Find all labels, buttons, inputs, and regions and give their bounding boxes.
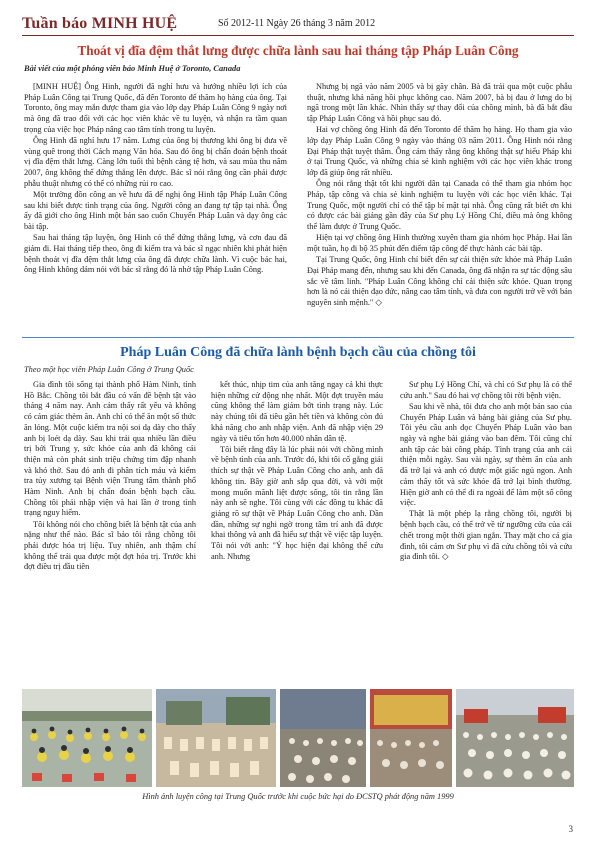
article2-column-1	[24, 380, 196, 574]
paragraph: Sư phụ Lý Hồng Chí, và chỉ có Sư phụ là có thể cứu anh." Sau đó hai vợ chồng tôi rời bệnh viện.	[400, 380, 572, 400]
photo-strip	[22, 689, 574, 787]
photo-caption: Hình ảnh luyện công tại Trung Quốc trước khi cuộc bức hại do ĐCSTQ phát động năm 1999	[142, 792, 454, 801]
practice-photo-5	[456, 689, 574, 787]
paragraph: [MINH HUỆ] Ông Hinh, người đã nghỉ hưu và hướng nhiều lợi ích của Pháp Luân Công tại Trung Quốc, đã đến Toronto để thăm họ hàng của ông. Tại Toronto, ông may mắn được tham gia vào lớp dạy Pháp Luân Công 9 ngày nơi mà ông đã trao đổi với các học viên khác về tu luyện, và nhận ra tầm quan trọng của việc học Pháp nâng cao tâm tính trong tu luyện.	[24, 82, 287, 134]
issue-info: Số 2012-11 Ngày 26 tháng 3 năm 2012	[218, 18, 376, 29]
masthead	[22, 14, 574, 36]
paragraph: Sau hai tháng tập luyện, ông Hinh có thể đứng thẳng lưng, và cơn đau đã giảm đi. Hai tháng tiếp theo, ông đi kiểm tra và bác sĩ ngạc nhiên khi phát hiện bệnh thoát vị đĩa đệm thắt lưng của ông đã được chữa lành. Vì cuộc bác hai, ông Hinh không dám nói với bác sĩ rằng đó là nhờ tập Pháp Luân Công.	[24, 233, 287, 275]
masthead-title: Tuần báo MINH HUỆ	[22, 15, 178, 32]
practice-photo-4	[370, 689, 452, 787]
article1-byline: Bài viết của một phóng viên báo Minh Huệ ở Toronto, Canada	[24, 64, 241, 73]
practice-photo-1	[22, 689, 152, 787]
paragraph: Ông Hinh đã nghỉ hưu 17 năm. Lưng của ông bị thương khi ông bị đưa về vùng quê trong thời Cách mạng Văn hóa. Sau đó ông bị chẩn đoán bệnh thoát vị đĩa đệm thắt lưng. Càng lớn tuổi thì bệnh càng tệ hơn, và sau mùa thu năm 2007, ông không thể đứng thẳng lên được. Bác sĩ nói rằng ông cần phải được phẫu thuật nhưng có thể có những rủi ro cao.	[24, 136, 287, 188]
paragraph: Gia đình tôi sống tại thành phố Hàm Ninh, tỉnh Hồ Bắc. Chồng tôi bắt đầu có vấn đề bệnh tật vào tháng 4 năm nay. Anh cảm thấy rất yếu và không có cảm giác thèm ăn. Anh chỉ có thể ăn một số thức ăn lỏng. Một cuộc kiểm tra nội soi dạ dày cho thấy anh bị loét dạ dày. Sau khi trải qua nhiều lần điều trị bởi Trung y, sức khỏe của anh đã không cải thiện mà còn phát sinh triệu chứng tim đập nhanh và khó thở. Sau đó anh đi phân tích máu và kiểm tra tủy xương tại Bệnh viện Trung tâm thành phố Hàm Ninh. Anh bị chẩn đoán bệnh bạch cầu. Chồng tôi phải nhập viện và hai lần ở trong tình trạng nguy hiểm.	[24, 380, 196, 518]
paragraph: Tại Trung Quốc, ông Hinh chỉ biết đến sự cải thiện sức khỏe mà Pháp Luân Đại Pháp mang đến, nhưng sau khi đến Canada, ông đã nhận ra sự tác động sâu sắc về tâm linh. "Pháp Luân Công không chỉ cải thiện sức khỏe. Quan trọng hơn là nó cải thiện đạo đức, nâng cao tâm tính, và đưa con người trở về với bản nguyên sinh mệnh." ◇	[307, 255, 572, 308]
paragraph: Một trường đồn công an về hưu đã để nghị ông Hinh tập Pháp Luân Công sau khi biết được tình trạng của ông. Người công an đang tự tập tại nhà. Ông ấy đã giới cho ông Hinh một bản sao cuốn Chuyển Pháp Luân và dạy ông các bài tập.	[24, 190, 287, 232]
paragraph: Hiện tại vợ chồng ông Hinh thường xuyên tham gia nhóm học Pháp. Hai lần một tuần, họ đi bộ 35 phút đến điểm tập công để thực hành các bài tập.	[307, 233, 572, 254]
article2-column-3	[400, 380, 572, 563]
paragraph: Tôi biết rằng đây là lúc phải nói với chồng mình về bệnh tình của anh. Trước đó, khi tôi cố gắng giải thích sự thật về Pháp Luân Công cho anh, anh đã không tin. Bây giờ anh sắp qua đời, và với một mong muốn mãnh liệt được sống, tôi tin rằng lần này anh sẽ nghe. Tôi cùng với các đồng tu khác đã giảng rõ sự thật về Pháp Luân Công cho anh. Dần dần, những sự nghi ngờ trong tâm trí anh đã được khai thông và anh đã hiểu sự thật về việc tập luyện. Tôi nói với anh: "Ý học hiện đại không thể cứu anh. Nhưng	[211, 444, 383, 561]
paragraph: kết thúc, nhịp tim của anh tăng ngay cả khi thực hiện những cử động nhẹ nhất. Một đợt truyền máu cũng không thể làm giảm bớt tình trạng này. Lúc này chúng tôi đã tiêu gần hết tiền và không còn đủ khả năng cho anh nhập viện. Anh đã nhập viện 29 ngày và tiêu tốn hơn 40.000 nhân dân tệ.	[211, 380, 383, 443]
paragraph: Nhưng bị ngã vào năm 2005 và bị gãy chân. Bà đã trải qua một cuộc phẫu thuật, nhưng khả năng hồi phục không cao. Năm 2007, bà bị đau ở lưng do bị ngã trong một lần khác. Nhìn thấy sự thay đổi của chồng mình, bà đã bắt đầu tập Pháp Luân Công và hồi phục sau đó.	[307, 82, 572, 124]
article2-byline: Theo một học viên Pháp Luân Công ở Trung Quốc	[24, 365, 194, 374]
article1-title: Thoát vị đĩa đệm thắt lưng được chữa lành sau hai tháng tập Pháp Luân Công	[77, 43, 519, 58]
practice-photo-3	[280, 689, 366, 787]
article2-column-2	[211, 380, 383, 563]
paragraph: Sau khi về nhà, tôi đưa cho anh một bản sao của Chuyển Pháp Luân và bảng bài giảng của Sư phụ. Tôi yêu cầu anh đọc Chuyển Pháp Luân vào ban ngày và nghe bài giảng vào ban đêm. Tôi cũng chỉ anh tập các bài công pháp. Tình trạng của anh cải thiện mỗi ngày. Sau vài ngày, sự thèm ăn của anh đã trở lại và anh có được một giấc ngủ ngon. Anh cảm thấy tốt và sức khỏe đã trở lại bình thường. Hiện giờ anh có thể đi ra ngoài để làm một số công việc.	[400, 401, 572, 508]
article1-column-2	[307, 82, 572, 309]
article1-column-1	[24, 82, 287, 277]
paragraph: Tôi không nói cho chồng biết là bệnh tật của anh nặng như thế nào. Bác sĩ bảo tôi rằng chồng tôi phải được hóa trị liệu. Tuy nhiên, anh thậm chí không thể trải qua được một đợt hóa trị. Trước khi đợt điều trị đầu tiên	[24, 519, 196, 572]
section-divider	[22, 337, 574, 338]
paragraph: Thật là một phép lạ rằng chồng tôi, người bị bệnh bạch cầu, có thể trở về từ ngưỡng cửa của cái chết trong một thời gian ngắn. Thay mặt cho cả gia đình, tôi cảm ơn Sư phụ vì đã cứu chồng tôi và cứu gia đình tôi. ◇	[400, 509, 572, 562]
page-number: 3	[568, 824, 573, 834]
article2-title: Pháp Luân Công đã chữa lành bệnh bạch cầu của chồng tôi	[120, 345, 476, 360]
paragraph: Ông nói rằng thật tốt khi người dân tại Canada có thể tham gia nhóm học Pháp, tập công và chia sẻ kinh nghiệm tu luyện với các học viên khác. Tại Trung Quốc, một người chỉ có thể tập bí mật tại nhà. Ông cũng rất biết ơn khi có được các bài giảng gần đây của Sư phụ Lý Hồng Chí, điều mà ông không thể làm được ở Trung Quốc.	[307, 179, 572, 232]
practice-photo-2	[156, 689, 276, 787]
paragraph: Hai vợ chồng ông Hinh đã đến Toronto để thăm họ hàng. Họ tham gia vào lớp dạy Pháp Luân Công 9 ngày vào tháng 03 năm 2011. Ông Hinh nói rằng Đại Pháp thật tuyệt thâm. Ông cảm thấy rằng ông không thật sự hiểu Pháp khi ở tại Trung Quốc, và những chia sẻ kinh nghiệm với các học viên khác trong lớp đã giúp ông rất nhiều.	[307, 125, 572, 178]
